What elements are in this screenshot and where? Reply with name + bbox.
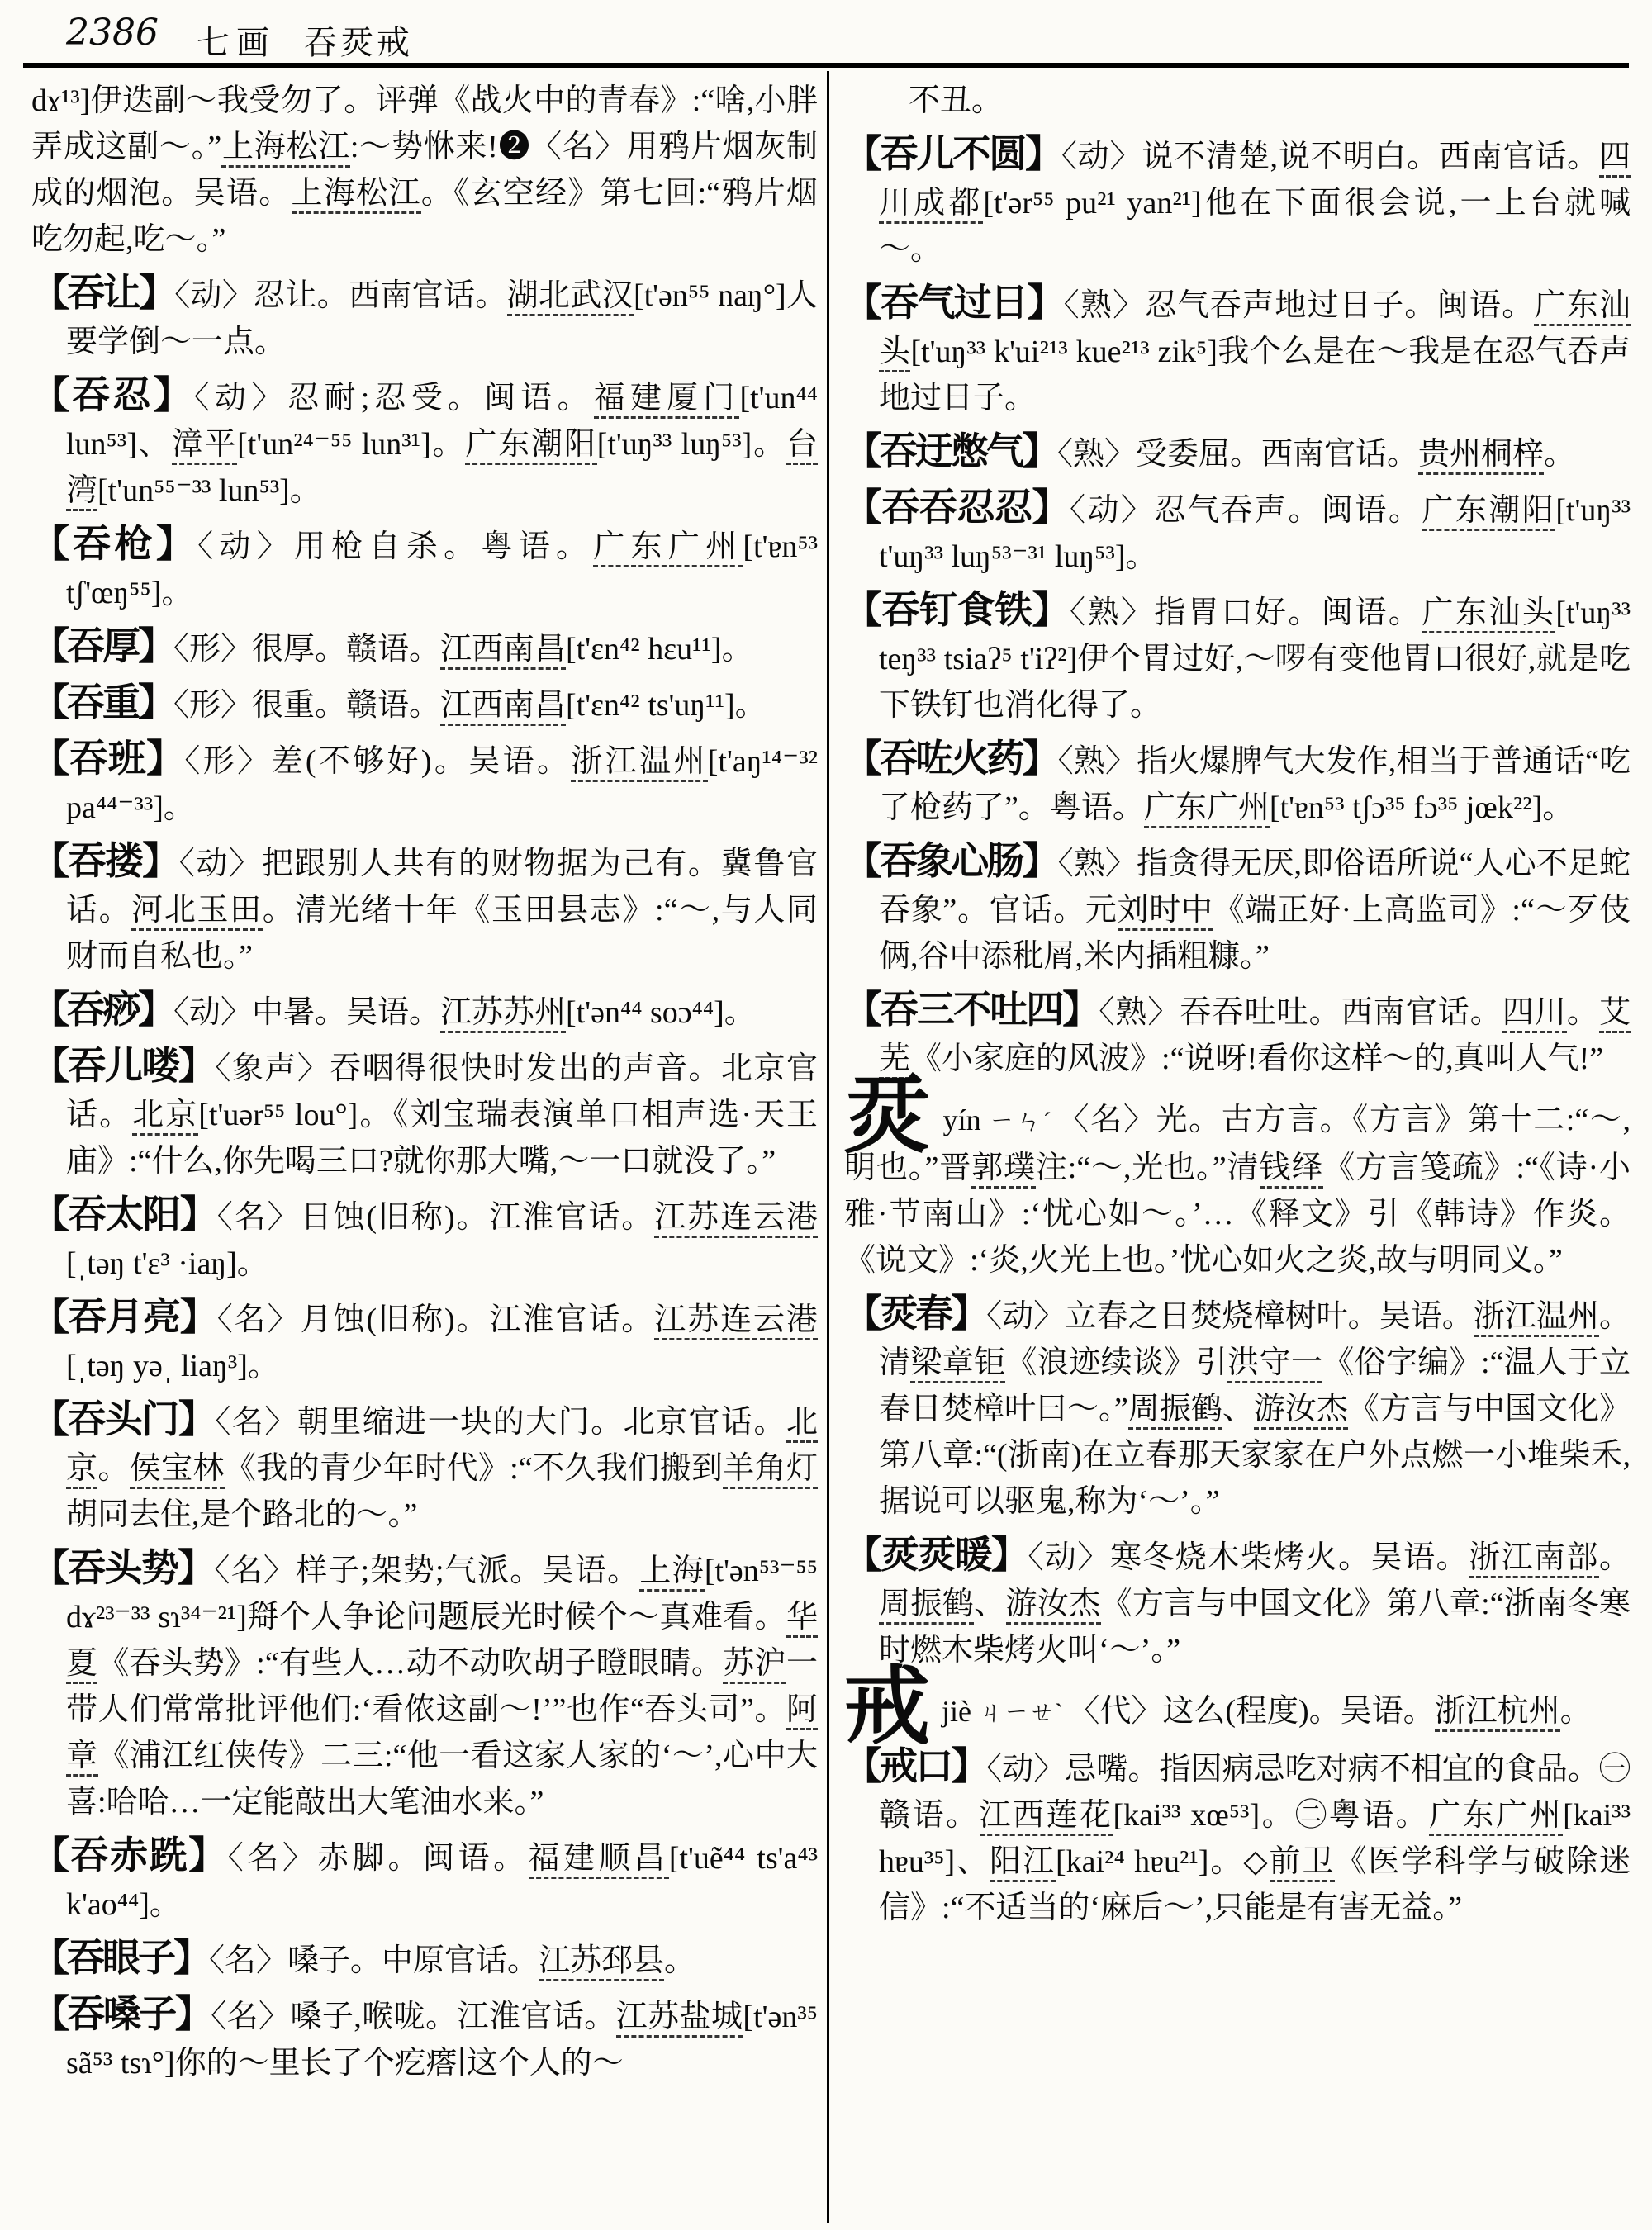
- continuation-text: 不丑。: [909, 83, 1004, 118]
- dict-entry: 【吞头门】〈名〉朝里缩进一块的大门。北京官话。北京。侯宝林《我的青少年时代》:“不久我们搬到羊角灯胡同去住,是个路北的～。”: [31, 1398, 818, 1532]
- dict-entry: 【吞头势】〈名〉样子;架势;气派。吴语。上海[t'ən⁵³⁻⁵⁵ dɤ²³⁻³³ sɿ³⁴⁻²¹]搿个人争论问题辰光时候个～真难看。华夏《吞头势》:“有些人…动不动吹胡子瞪眼睛。苏沪一带人们常常批评他们:‘看侬这副～!’”也作“吞头司”。阿章《浦江红侠传》二三:“他一看这家人家的‘～’,心中大喜:哈哈…一定能敲出大笔油水来。”: [31, 1547, 818, 1820]
- proper-noun: 浙江南部: [1469, 1540, 1599, 1578]
- entry-headword: 【吞搂】: [31, 840, 179, 882]
- proper-noun: 江西莲花: [980, 1798, 1113, 1836]
- proper-noun: 梁章钜: [910, 1345, 1005, 1383]
- entry-headword: 【吞咗火药】: [844, 738, 1058, 780]
- entry-headword: 【吞月亮】: [31, 1296, 217, 1338]
- proper-noun: 漳平: [172, 427, 238, 465]
- proper-noun: 广东广州: [593, 529, 743, 567]
- dict-entry: 【吞象心肠】〈熟〉指贪得无厌,即俗语所说“人心不足蛇吞象”。官话。元刘时中《端正好·上高监司》:“～歹伎俩,谷中添秕屑,米内插粗糠。”: [844, 840, 1631, 974]
- proper-noun: 广东潮阳: [465, 427, 596, 465]
- proper-noun: 贵州桐梓: [1418, 437, 1544, 475]
- entry-headword: 【吞枪】: [31, 523, 198, 565]
- entry-headword: 【吞赤跣】: [31, 1834, 228, 1877]
- proper-noun: 福建厦门: [594, 381, 740, 419]
- entry-headword: 【吞象心肠】: [844, 840, 1058, 882]
- proper-noun: 浙江温州: [571, 744, 707, 782]
- dict-entry: 【吞咗火药】〈熟〉指火爆脾气大发作,相当于普通话“吃了枪药了”。粤语。广东广州[t'ɐn⁵³ tʃɔ³⁵ fɔ³⁵ jœk²²]。: [844, 736, 1631, 831]
- entry-headword: 【吞嗓子】: [31, 1993, 211, 2035]
- proper-noun: 江苏连云港: [654, 1200, 818, 1238]
- proper-noun: 广东广州: [1144, 790, 1270, 828]
- entry-headword: 【吞厚】: [31, 625, 173, 667]
- dict-entry: 【吞重】〈形〉很重。赣语。江西南昌[t'ɛn⁴² ts'uŋ¹¹]。: [31, 680, 818, 728]
- dict-entry: 【戒口】〈动〉忌嘴。指因病忌吃对病不相宜的食品。㊀赣语。江西莲花[kai³³ xœ⁵³]。㊁粤语。广东广州[kai³³ hɐu³⁵]、阳江[kai²⁴ hɐu²¹]。◇前卫《医学科学与破除迷信》:“不适当的‘麻后～’,只能是有害无益。”: [844, 1745, 1631, 1925]
- entry-headword: 【吞头门】: [31, 1398, 216, 1440]
- dict-entry: 【吞嗓子】〈名〉嗓子,喉咙。江淮官话。江苏盐城[t'ən³⁵ sã⁵³ tsɿ°]你的～里长了个疙瘩∣这个人的～: [31, 1993, 818, 2081]
- dict-entry: 【吞迂憋气】〈熟〉受委屈。西南官话。贵州桐梓。: [844, 429, 1631, 477]
- proper-noun: 游汝杰: [1006, 1587, 1101, 1625]
- proper-noun: 江苏邳县: [539, 1943, 664, 1981]
- proper-noun: 江苏苏州: [440, 995, 566, 1033]
- proper-noun: 游汝杰: [1254, 1392, 1348, 1430]
- dict-entry: 【吞月亮】〈名〉月蚀(旧称)。江淮官话。江苏连云港[ˌtəŋ yəˌ liaŋ³]。: [31, 1296, 818, 1383]
- proper-noun: 上海松江: [221, 130, 350, 168]
- entry-headword: 【戒口】: [844, 1745, 987, 1787]
- proper-noun: 阿章: [66, 1692, 818, 1777]
- proper-noun: 艾芜: [879, 995, 1631, 1079]
- proper-noun: 华夏: [66, 1600, 818, 1684]
- proper-noun: 浙江杭州: [1435, 1694, 1560, 1732]
- proper-noun: 江苏盐城: [616, 2000, 743, 2038]
- entry-headword: 【吞让】: [31, 272, 175, 314]
- head-character-entry: 烎yín ㄧㄣˊ 〈名〉光。古方言。《方言》第十二:“～,明也。”晋郭璞注:“～,光也。”清钱绎《方言笺疏》:“《诗·小雅·节南山》:‘忧心如～。’…《释文》引《韩诗》作炎。《说文》:‘炎,火光上也。’忧心如火之炎,故与明同义。”: [844, 1069, 1631, 1278]
- section-characters: 吞烎戒: [304, 24, 413, 61]
- proper-noun: 河北玉田: [131, 893, 262, 931]
- proper-noun: 江西南昌: [440, 632, 566, 670]
- left-column: [31, 78, 818, 2086]
- proper-noun: 广东汕头: [1422, 595, 1555, 633]
- proper-noun: 广东广州: [1429, 1798, 1563, 1836]
- dict-entry: 【吞厚】〈形〉很厚。赣语。江西南昌[t'ɛn⁴² hɛu¹¹]。: [31, 624, 818, 672]
- entry-headword: 【吞钉食铁】: [844, 589, 1070, 631]
- entry-headword: 【吞三不吐四】: [844, 989, 1099, 1031]
- dict-entry: 【烎烎暖】〈动〉寒冬烧木柴烤火。吴语。浙江南部。周振鹤、游汝杰《方言与中国文化》第八章:“浙南冬寒时燃木柴烤火叫‘～’。”: [844, 1534, 1631, 1668]
- dict-entry: 【吞让】〈动〉忍让。西南官话。湖北武汉[t'ən⁵⁵ naŋ°]人要学倒～一点。: [31, 272, 818, 359]
- proper-noun: 郭璞: [971, 1151, 1036, 1189]
- proper-noun: 浙江温州: [1474, 1299, 1599, 1337]
- zhuyin: ㄧㄣˊ: [987, 1107, 1053, 1136]
- proper-noun: 湖北武汉: [507, 278, 634, 316]
- entry-headword: 【吞迂憋气】: [844, 430, 1057, 472]
- dict-entry: 【烎春】〈动〉立春之日焚烧樟树叶。吴语。浙江温州。清梁章钜《浪迹续谈》引洪守一《俗字编》:“温人于立春日焚樟叶曰～。”周振鹤、游汝杰《方言与中国文化》第八章:“(浙南)在立春那天家家在户外点燃一小堆柴禾,据说可以驱鬼,称为‘～’。”: [844, 1293, 1631, 1519]
- proper-noun: 四川成都: [879, 140, 1631, 224]
- dict-entry: 【吞气过日】〈熟〉忍气吞声地过日子。闽语。广东汕头[t'uŋ³³ k'ui²¹³ kue²¹³ zik⁵]我个么是在～我是在忍气吞声地过日子。: [844, 282, 1631, 415]
- head-character: 烎: [844, 1069, 932, 1164]
- stroke-section-label: 七画: [197, 24, 276, 61]
- dict-entry: 【吞钉食铁】〈熟〉指胃口好。闽语。广东汕头[t'uŋ³³ teŋ³³ tsiaʔ⁵ t'iʔ²]伊个胃过好,～啰有变他胃口很好,就是吃下铁钉也消化得了。: [844, 589, 1631, 723]
- proper-noun: 侯宝林: [130, 1451, 225, 1489]
- head-character: 戒: [844, 1660, 931, 1755]
- header-rule: [23, 63, 1629, 68]
- entry-headword: 【吞痧】: [31, 989, 173, 1031]
- entry-headword: 【吞头势】: [31, 1547, 215, 1589]
- pinyin: jiè: [942, 1695, 971, 1728]
- entry-headword: 【吞重】: [31, 681, 173, 724]
- proper-noun: 广东潮阳: [1422, 493, 1555, 531]
- dict-entry: 【吞痧】〈动〉中暑。吴语。江苏苏州[t'ən⁴⁴ soɔ⁴⁴]。: [31, 987, 818, 1036]
- entry-headword: 【吞眼子】: [31, 1937, 209, 1979]
- dict-entry: 【吞儿喽】〈象声〉吞咽得很快时发出的声音。北京官话。北京[t'uər⁵⁵ lou°]。《刘宝瑞表演单口相声选·天王庙》:“什么,你先喝三口?就你那大嘴,～一口就没了。”: [31, 1045, 818, 1179]
- proper-noun: 羊角灯: [723, 1451, 818, 1489]
- proper-noun: 北京: [132, 1098, 198, 1136]
- proper-noun: 周振鹤: [1128, 1392, 1222, 1430]
- entry-headword: 【吞吞忍忍】: [844, 486, 1070, 529]
- entry-headword: 【吞气过日】: [844, 282, 1064, 324]
- proper-noun: 台湾: [66, 427, 818, 511]
- proper-noun: 苏沪: [723, 1646, 786, 1684]
- proper-noun: 四川: [1502, 995, 1567, 1033]
- dict-entry: 【吞忍】〈动〉忍耐;忍受。闽语。福建厦门[t'un⁴⁴ lun⁵³]、漳平[t'un²⁴⁻⁵⁵ lun³¹]。广东潮阳[t'uŋ³³ luŋ⁵³]。台湾[t'un⁵⁵⁻³³ lun⁵³]。: [31, 372, 818, 514]
- continuation-text: dɤ¹³]伊迭副～我受勿了。评弹《战火中的青春》:“啥,小胖弄成这副～。”上海松江:～势恘来!❷〈名〉用鸦片烟灰制成的烟泡。吴语。上海松江。《玄空经》第七回:“鸦片烟吃勿起,吃～。”: [31, 83, 818, 257]
- dict-entry: 【吞三不吐四】〈熟〉吞吞吐吐。西南官话。四川。艾芜《小家庭的风波》:“说呀!看你这样～的,真叫人气!”: [844, 987, 1631, 1082]
- entry-headword: 【吞班】: [31, 738, 185, 780]
- proper-noun: 周振鹤: [879, 1587, 974, 1625]
- entry-headword: 【烎烎暖】: [844, 1534, 1028, 1576]
- right-column: [844, 78, 1631, 1931]
- entry-headword: 【吞太阳】: [31, 1193, 217, 1236]
- entry-headword: 【吞儿不圆】: [844, 133, 1061, 175]
- zhuyin: ㄐㄧㄝˋ: [978, 1698, 1064, 1727]
- dict-entry: 【吞枪】〈动〉用枪自杀。粤语。广东广州[t'ɐn⁵³ tʃ'œŋ⁵⁵]。: [31, 523, 818, 610]
- entry-headword: 【烎春】: [844, 1293, 987, 1335]
- page-number: 2386: [66, 12, 159, 54]
- dict-entry: 【吞太阳】〈名〉日蚀(旧称)。江淮官话。江苏连云港[ˌtəŋ t'ɛ³ ·iaŋ]。: [31, 1193, 818, 1281]
- proper-noun: 江苏连云港: [654, 1302, 818, 1340]
- entry-headword: 【吞忍】: [31, 374, 194, 416]
- dict-entry: 【吞吞忍忍】〈动〉忍气吞声。闽语。广东潮阳[t'uŋ³³ t'uŋ³³ luŋ⁵³⁻³¹ luŋ⁵³]。: [844, 486, 1631, 574]
- dict-entry: 【吞赤跣】〈名〉赤脚。闽语。福建顺昌[t'uẽ⁴⁴ ts'a⁴³ k'ao⁴⁴]。: [31, 1834, 818, 1922]
- proper-noun: 前卫: [1270, 1844, 1336, 1882]
- running-head: [197, 17, 413, 64]
- proper-noun: 刘时中: [1118, 893, 1213, 931]
- proper-noun: 上海: [639, 1554, 705, 1592]
- proper-noun: 北京: [66, 1405, 818, 1489]
- proper-noun: 洪守一: [1227, 1345, 1322, 1383]
- dict-entry: 【吞儿不圆】〈动〉说不清楚,说不明白。西南官话。四川成都[t'ər⁵⁵ pu²¹ yan²¹]他在下面很会说,一上台就喊～。: [844, 133, 1631, 267]
- proper-noun: 钱绎: [1260, 1151, 1324, 1189]
- dict-entry: 【吞眼子】〈名〉嗓子。中原官话。江苏邳县。: [31, 1935, 818, 1984]
- proper-noun: 江西南昌: [440, 688, 566, 726]
- column-divider: [827, 71, 829, 2223]
- proper-noun: 阳江: [990, 1844, 1056, 1882]
- head-character-entry: 戒jiè ㄐㄧㄝˋ 〈代〉这么(程度)。吴语。浙江杭州。: [844, 1660, 1592, 1755]
- dict-entry: 【吞班】〈形〉差(不够好)。吴语。浙江温州[t'aŋ¹⁴⁻³² pa⁴⁴⁻³³]。: [31, 738, 818, 825]
- proper-noun: 福建顺昌: [529, 1841, 669, 1879]
- pinyin: yín: [942, 1103, 981, 1136]
- dict-entry: 【吞搂】〈动〉把跟别人共有的财物据为己有。冀鲁官话。河北玉田。清光绪十年《玉田县志》:“～,与人同财而自私也。”: [31, 840, 818, 974]
- entry-headword: 【吞儿喽】: [31, 1045, 216, 1087]
- proper-noun: 广东汕头: [879, 288, 1631, 372]
- proper-noun: 上海松江: [292, 176, 421, 214]
